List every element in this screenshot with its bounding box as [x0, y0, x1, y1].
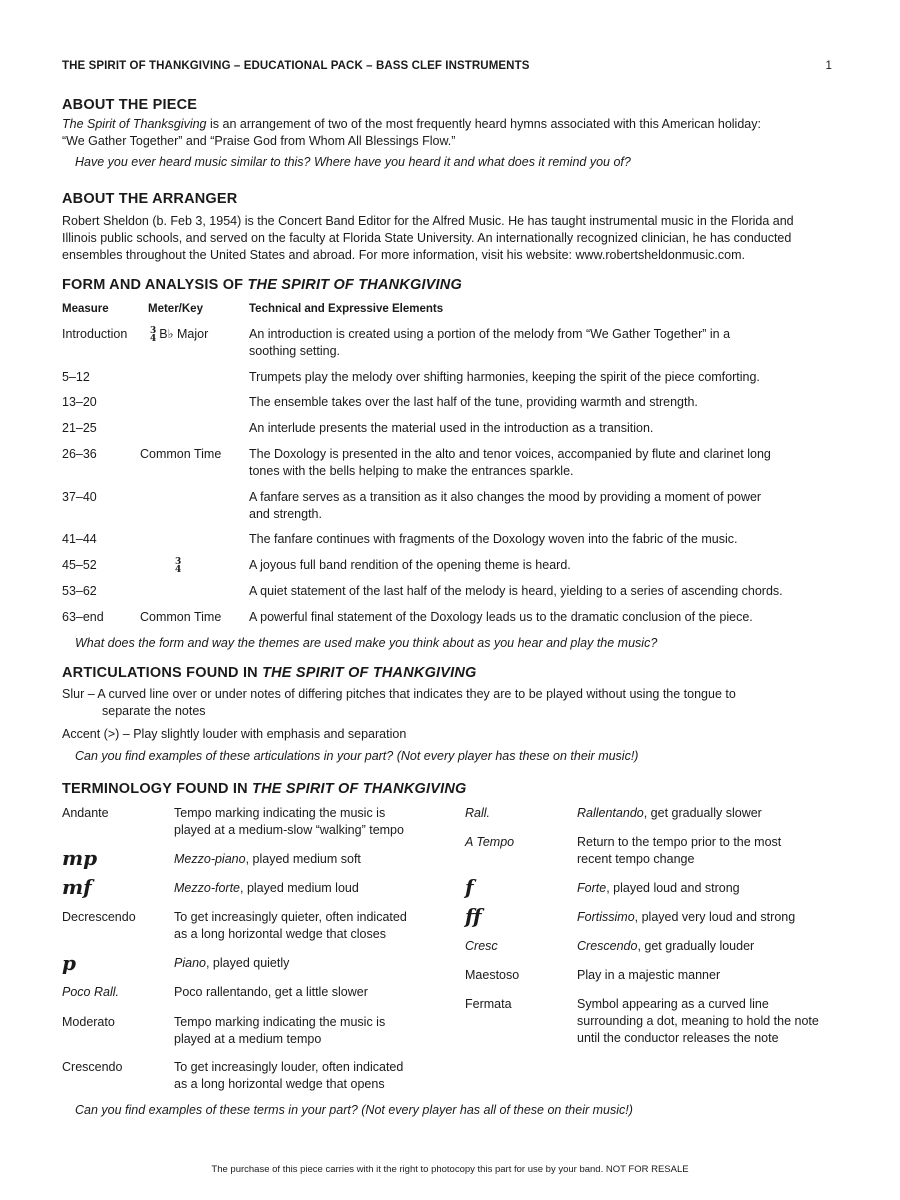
terminology-heading-wrap: [62, 781, 842, 797]
row-measure: 13–20: [62, 395, 97, 409]
def-italic: Mezzo-forte: [174, 881, 240, 895]
row-line: An introduction is created using a portion of the melody from “We Gather Together” in a: [249, 327, 731, 341]
accent-definition: Accent (>) – Play slightly louder with emphasis and separation: [62, 727, 407, 741]
term-heading-plain: TERMINOLOGY FOUND IN: [62, 781, 253, 797]
about-piece-section: [62, 97, 842, 171]
row-line: The Doxology is presented in the alto and tenor voices, accompanied by flute and clarinet long: [249, 447, 771, 461]
form-analysis-heading: [62, 277, 842, 293]
terminology-question: Can you find examples of these terms in your part? (Not every player has all of these on their music!): [75, 1103, 633, 1117]
about-piece-question: Have you ever heard music similar to this? Where have you heard it and what does it remind you of?: [75, 155, 631, 169]
col-meter: Meter/Key: [148, 303, 203, 315]
about-arranger-section: [62, 191, 842, 264]
def-rest: , played medium loud: [240, 881, 359, 895]
row-line: A fanfare serves as a transition as it also changes the mood by providing a moment of power: [249, 490, 762, 504]
def-italic: Rallentando: [577, 806, 644, 820]
artic-heading-italic: THE SPIRIT OF THANKGIVING: [262, 665, 477, 681]
form-heading-plain: FORM AND ANALYSIS OF: [62, 277, 248, 293]
form-heading-italic: THE SPIRIT OF THANKGIVING: [247, 277, 462, 293]
def-rest: , played medium soft: [245, 852, 361, 866]
term-label: Poco Rall.: [62, 985, 119, 999]
term-definition: [577, 938, 754, 955]
def-rest: , played quietly: [205, 956, 290, 970]
running-header: [62, 60, 832, 72]
dynamic-f-symbol: f: [465, 875, 474, 899]
def-line: recent tempo change: [577, 852, 695, 866]
def-italic: Fortissimo: [577, 910, 635, 924]
term-label: Rall.: [465, 806, 491, 820]
row-measure: 21–25: [62, 421, 97, 435]
row-measure: Introduction: [62, 327, 128, 341]
def-italic: Mezzo-piano: [174, 852, 246, 866]
term-definition: Poco rallentando, get a little slower: [174, 985, 368, 999]
row-meter: Common Time: [140, 610, 222, 624]
def-line: Tempo marking indicating the music is: [174, 806, 386, 820]
term-definition: [174, 1059, 403, 1093]
term-label: Cresc: [465, 939, 498, 953]
dynamic-p-symbol: p: [62, 951, 76, 975]
term-label: Crescendo: [62, 1060, 123, 1074]
articulations-question: Can you find examples of these articulations in your part? (Not every player has these on their music!): [75, 749, 639, 763]
arranger-line-2: Illinois public schools, and served on the faculty at Florida State University. An internationally recognized clinician, he has conducted: [62, 231, 792, 245]
row-measure: 37–40: [62, 490, 97, 504]
term-definition: [577, 880, 740, 897]
row-measure: 45–52: [62, 558, 97, 572]
about-piece-text-line1: [62, 116, 842, 133]
header-title: THE SPIRIT OF THANKGIVING – EDUCATIONAL PACK – BASS CLEF INSTRUMENTS: [62, 60, 530, 72]
piece-title: The Spirit of Thanksgiving: [62, 117, 207, 131]
articulations-heading: [62, 665, 852, 681]
term-definition: Play in a majestic manner: [577, 968, 721, 982]
row-measure: 26–36: [62, 447, 97, 461]
row-elements: [249, 326, 829, 360]
slur-definition: [62, 686, 852, 720]
row-elements: Trumpets play the melody over shifting harmonies, keeping the spirit of the piece comforting.: [249, 370, 760, 384]
about-piece-text-rest: is an arrangement of two of the most frequently heard hymns associated with this American holiday:: [206, 117, 761, 131]
row-elements: The fanfare continues with fragments of the Doxology woven into the fabric of the music.: [249, 532, 738, 546]
term-heading-italic: THE SPIRIT OF THANKGIVING: [252, 781, 467, 797]
dynamic-mp-symbol: mp: [62, 846, 98, 870]
row-measure: 41–44: [62, 532, 97, 546]
terminology-heading: [62, 781, 842, 797]
def-rest: , get gradually louder: [637, 939, 755, 953]
about-piece-text-line2: “We Gather Together” and “Praise God from Whom All Blessings Flow.”: [62, 134, 456, 148]
tsig-top: 3: [150, 325, 157, 336]
col-elements: Technical and Expressive Elements: [249, 303, 444, 315]
row-key: B♭ Major: [159, 327, 209, 341]
time-signature-3-4: [175, 558, 181, 574]
tsig-top: 3: [175, 556, 182, 567]
term-label: Fermata: [465, 997, 512, 1011]
term-label: A Tempo: [465, 835, 515, 849]
row-elements: A quiet statement of the last half of the melody is heard, yielding to a series of ascending chords.: [249, 584, 783, 598]
time-signature-3-4: [150, 327, 156, 343]
def-line: played at a medium-slow “walking” tempo: [174, 823, 404, 837]
term-label: Maestoso: [465, 968, 520, 982]
term-definition: [174, 955, 289, 972]
form-analysis-heading-wrap: [62, 277, 842, 293]
def-line: Return to the tempo prior to the most: [577, 835, 782, 849]
def-line: Tempo marking indicating the music is: [174, 1015, 386, 1029]
term-definition: [577, 909, 795, 926]
page-footer: The purchase of this piece carries with it the right to photocopy this part for use by your band. NOT FOR RESALE: [211, 1164, 689, 1175]
row-line: soothing setting.: [249, 344, 341, 358]
term-definition: [174, 909, 407, 943]
page-number: 1: [825, 60, 832, 72]
about-arranger-heading: ABOUT THE ARRANGER: [62, 191, 238, 207]
tsig-bottom: 4: [150, 333, 157, 344]
row-elements: A joyous full band rendition of the opening theme is heard.: [249, 558, 571, 572]
term-definition: [174, 805, 404, 839]
def-line: until the conductor releases the note: [577, 1031, 779, 1045]
term-label: Decrescendo: [62, 910, 136, 924]
articulations-section: [62, 665, 852, 765]
def-line: To get increasingly louder, often indicated: [174, 1060, 404, 1074]
term-label: Moderato: [62, 1015, 115, 1029]
row-measure: 63–end: [62, 610, 104, 624]
term-definition: [174, 851, 361, 868]
artic-heading-plain: ARTICULATIONS FOUND IN: [62, 665, 263, 681]
def-rest: , get gradually slower: [643, 806, 762, 820]
arranger-line-3: ensembles throughout the United States and abroad. For more information, visit his website: www.robertsheldonmusic.com.: [62, 248, 745, 262]
term-definition: [174, 1014, 385, 1048]
row-measure: 5–12: [62, 370, 90, 384]
term-definition: [577, 834, 781, 868]
slur-line-1: Slur – A curved line over or under notes of differing pitches that indicates they are to be played without using the tongue to: [62, 687, 736, 701]
def-line: played at a medium tempo: [174, 1032, 322, 1046]
def-rest: , played very loud and strong: [634, 910, 796, 924]
row-elements: [249, 446, 829, 480]
term-definition: [577, 805, 762, 822]
col-measure: Measure: [62, 303, 109, 315]
row-line: tones with the bells helping to make the entrances sparkle.: [249, 464, 574, 478]
term-label: Andante: [62, 806, 109, 820]
row-elements: [249, 489, 829, 523]
row-elements: An interlude presents the material used in the introduction as a transition.: [249, 421, 654, 435]
about-piece-heading: ABOUT THE PIECE: [62, 97, 198, 113]
def-line: as a long horizontal wedge that closes: [174, 927, 386, 941]
row-line: and strength.: [249, 507, 322, 521]
dynamic-ff-symbol: ff: [465, 904, 482, 928]
row-meter: Common Time: [140, 447, 222, 461]
row-elements: The ensemble takes over the last half of the tune, providing warmth and strength.: [249, 395, 698, 409]
def-italic: Crescendo: [577, 939, 638, 953]
row-meter: [150, 326, 258, 343]
dynamic-mf-symbol: mf: [62, 875, 92, 899]
slur-line-2: separate the notes: [102, 704, 206, 718]
def-italic: Forte: [577, 881, 607, 895]
tsig-bottom: 4: [175, 564, 182, 575]
def-line: Symbol appearing as a curved line: [577, 997, 769, 1011]
def-italic: Piano: [174, 956, 206, 970]
term-definition: [577, 996, 819, 1047]
def-line: To get increasingly quieter, often indicated: [174, 910, 407, 924]
form-question: What does the form and way the themes are used make you think about as you hear and play the music?: [75, 636, 658, 650]
def-line: as a long horizontal wedge that opens: [174, 1077, 385, 1091]
arranger-line-1: Robert Sheldon (b. Feb 3, 1954) is the Concert Band Editor for the Alfred Music. He has taught instrumental music in the Florida and: [62, 214, 794, 228]
term-definition: [174, 880, 359, 897]
row-measure: 53–62: [62, 584, 97, 598]
def-line: surrounding a dot, meaning to hold the note: [577, 1014, 819, 1028]
def-rest: , played loud and strong: [606, 881, 740, 895]
row-elements: A powerful final statement of the Doxology leads us to the dramatic conclusion of the piece.: [249, 610, 753, 624]
